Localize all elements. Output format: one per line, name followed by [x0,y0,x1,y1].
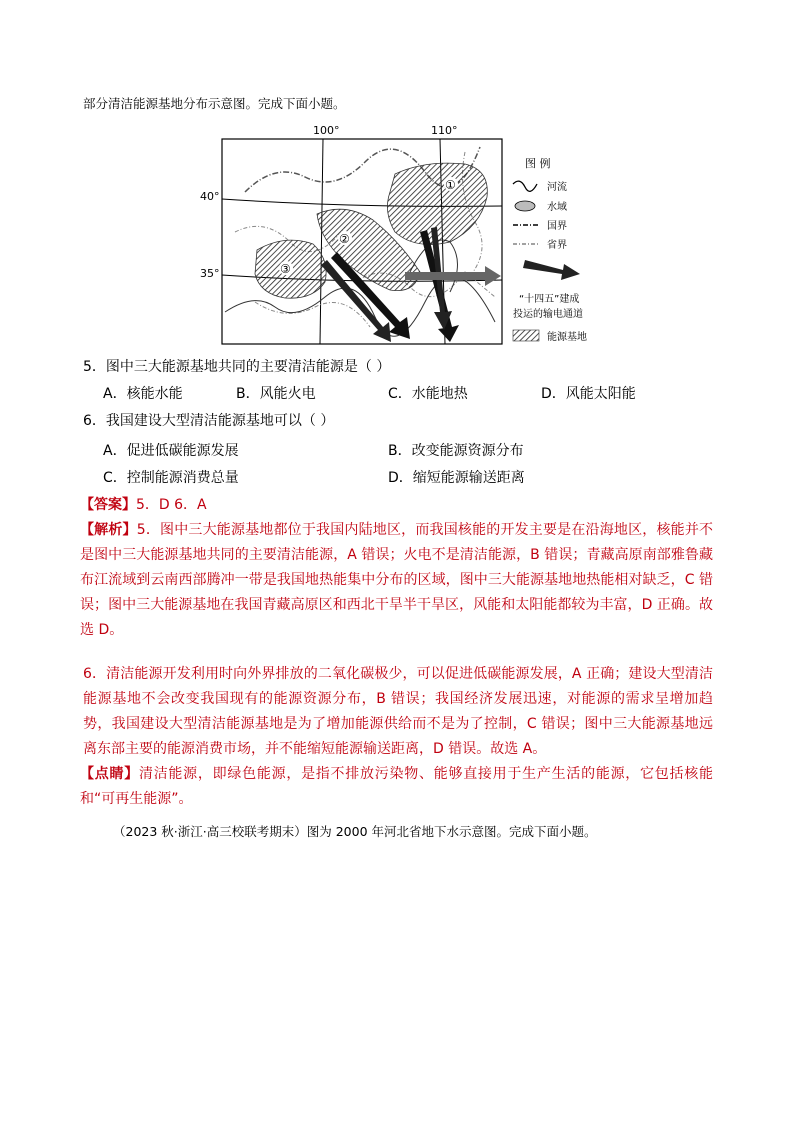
legend-base: 能源基地 [547,332,587,343]
q6-option-d: D．缩短能源输送距离 [388,470,525,486]
answer-line [80,495,207,515]
base-legend-icon [513,330,539,341]
q6-stem: 6．我国建设大型清洁能源基地可以（ ） [83,413,335,429]
legend-channel-1: “十四五”建成 [519,294,580,305]
legend-river: 河流 [547,182,567,193]
intro-text: 部分清洁能源基地分布示意图。完成下面小题。 [83,96,346,111]
q5-option-a: A．核能水能 [103,386,183,402]
analysis-p2: 6．清洁能源开发利用时向外界排放的二氧化碳极少，可以促进低碳能源发展，A 正确；建设大型清洁能源基地不会改变我国现有的能源资源分布，B 错误；我国经济发展迅速，对能源的需求呈增加趋势，我国建设大型清洁能源基地是为了增加能源供给而不是为了控制，C 错误；图中三大能源基地远离东部主要的能源消费市场，并不能缩短能源输送距离，D 错误。故选 A。 [83,666,713,757]
legend-channel-2: 投运的输电通道 [513,309,583,320]
q5-option-c: C．水能地热 [388,386,468,402]
transmission-arrow [405,266,501,286]
q5-option-b: B．风能火电 [236,386,316,402]
energy-base-map [195,122,595,347]
analysis-p1-block [80,518,713,643]
channel-legend-icon [523,260,580,280]
q6-option-c: C．控制能源消费总量 [103,470,239,486]
note-text: 清洁能源，即绿色能源，是指不排放污染物、能够直接用于生产生活的能源，它包括核能和“可再生能源”。 [80,766,713,807]
analysis-tag: 【解析】 [80,522,137,538]
legend-border: 国界 [547,221,567,232]
q6-option-b: B．改变能源资源分布 [388,443,524,459]
answer-tag: 【答案】 [80,497,136,513]
lon-label-110: 110° [431,124,458,137]
q5-option-d: D．风能太阳能 [541,386,636,402]
base-label-1: ① [445,178,456,192]
note-block [80,762,713,812]
answer-text: 5．D 6．A [136,497,207,513]
water-legend-icon [515,201,535,211]
next-question-source: （2023 秋·浙江·高三校联考期末）图为 2000 年河北省地下水示意图。完成下面小题。 [113,824,597,839]
q5-stem: 5．图中三大能源基地共同的主要清洁能源是（ ） [83,359,391,375]
q6-option-a: A．促进低碳能源发展 [103,443,239,459]
analysis-p1: 5．图中三大能源基地都位于我国内陆地区，而我国核能的开发主要是在沿海地区，核能并不是图中三大能源基地共同的主要清洁能源，A 错误；火电不是清洁能源，B 错误；青藏高原南部雅鲁藏布江流域到云南西部腾冲一带是我国地热能集中分布的区域，图中三大能源基地地热能相对缺乏，C 错误；图中三大能源基地在我国青藏高原区和西北干旱半干旱区，风能和太阳能都较为丰富，D 正确。故选 D。 [80,522,714,638]
legend-title: 图 例 [525,157,551,170]
base-label-2: ② [339,232,350,246]
legend-province: 省界 [547,240,567,251]
note-tag: 【点睛】 [80,766,139,782]
lat-label-40: 40° [200,190,220,203]
lat-label-35: 35° [200,267,220,280]
base-label-3: ③ [280,262,291,276]
legend-water: 水域 [547,202,567,213]
lon-label-100: 100° [313,124,340,137]
river-legend-icon [513,181,537,191]
